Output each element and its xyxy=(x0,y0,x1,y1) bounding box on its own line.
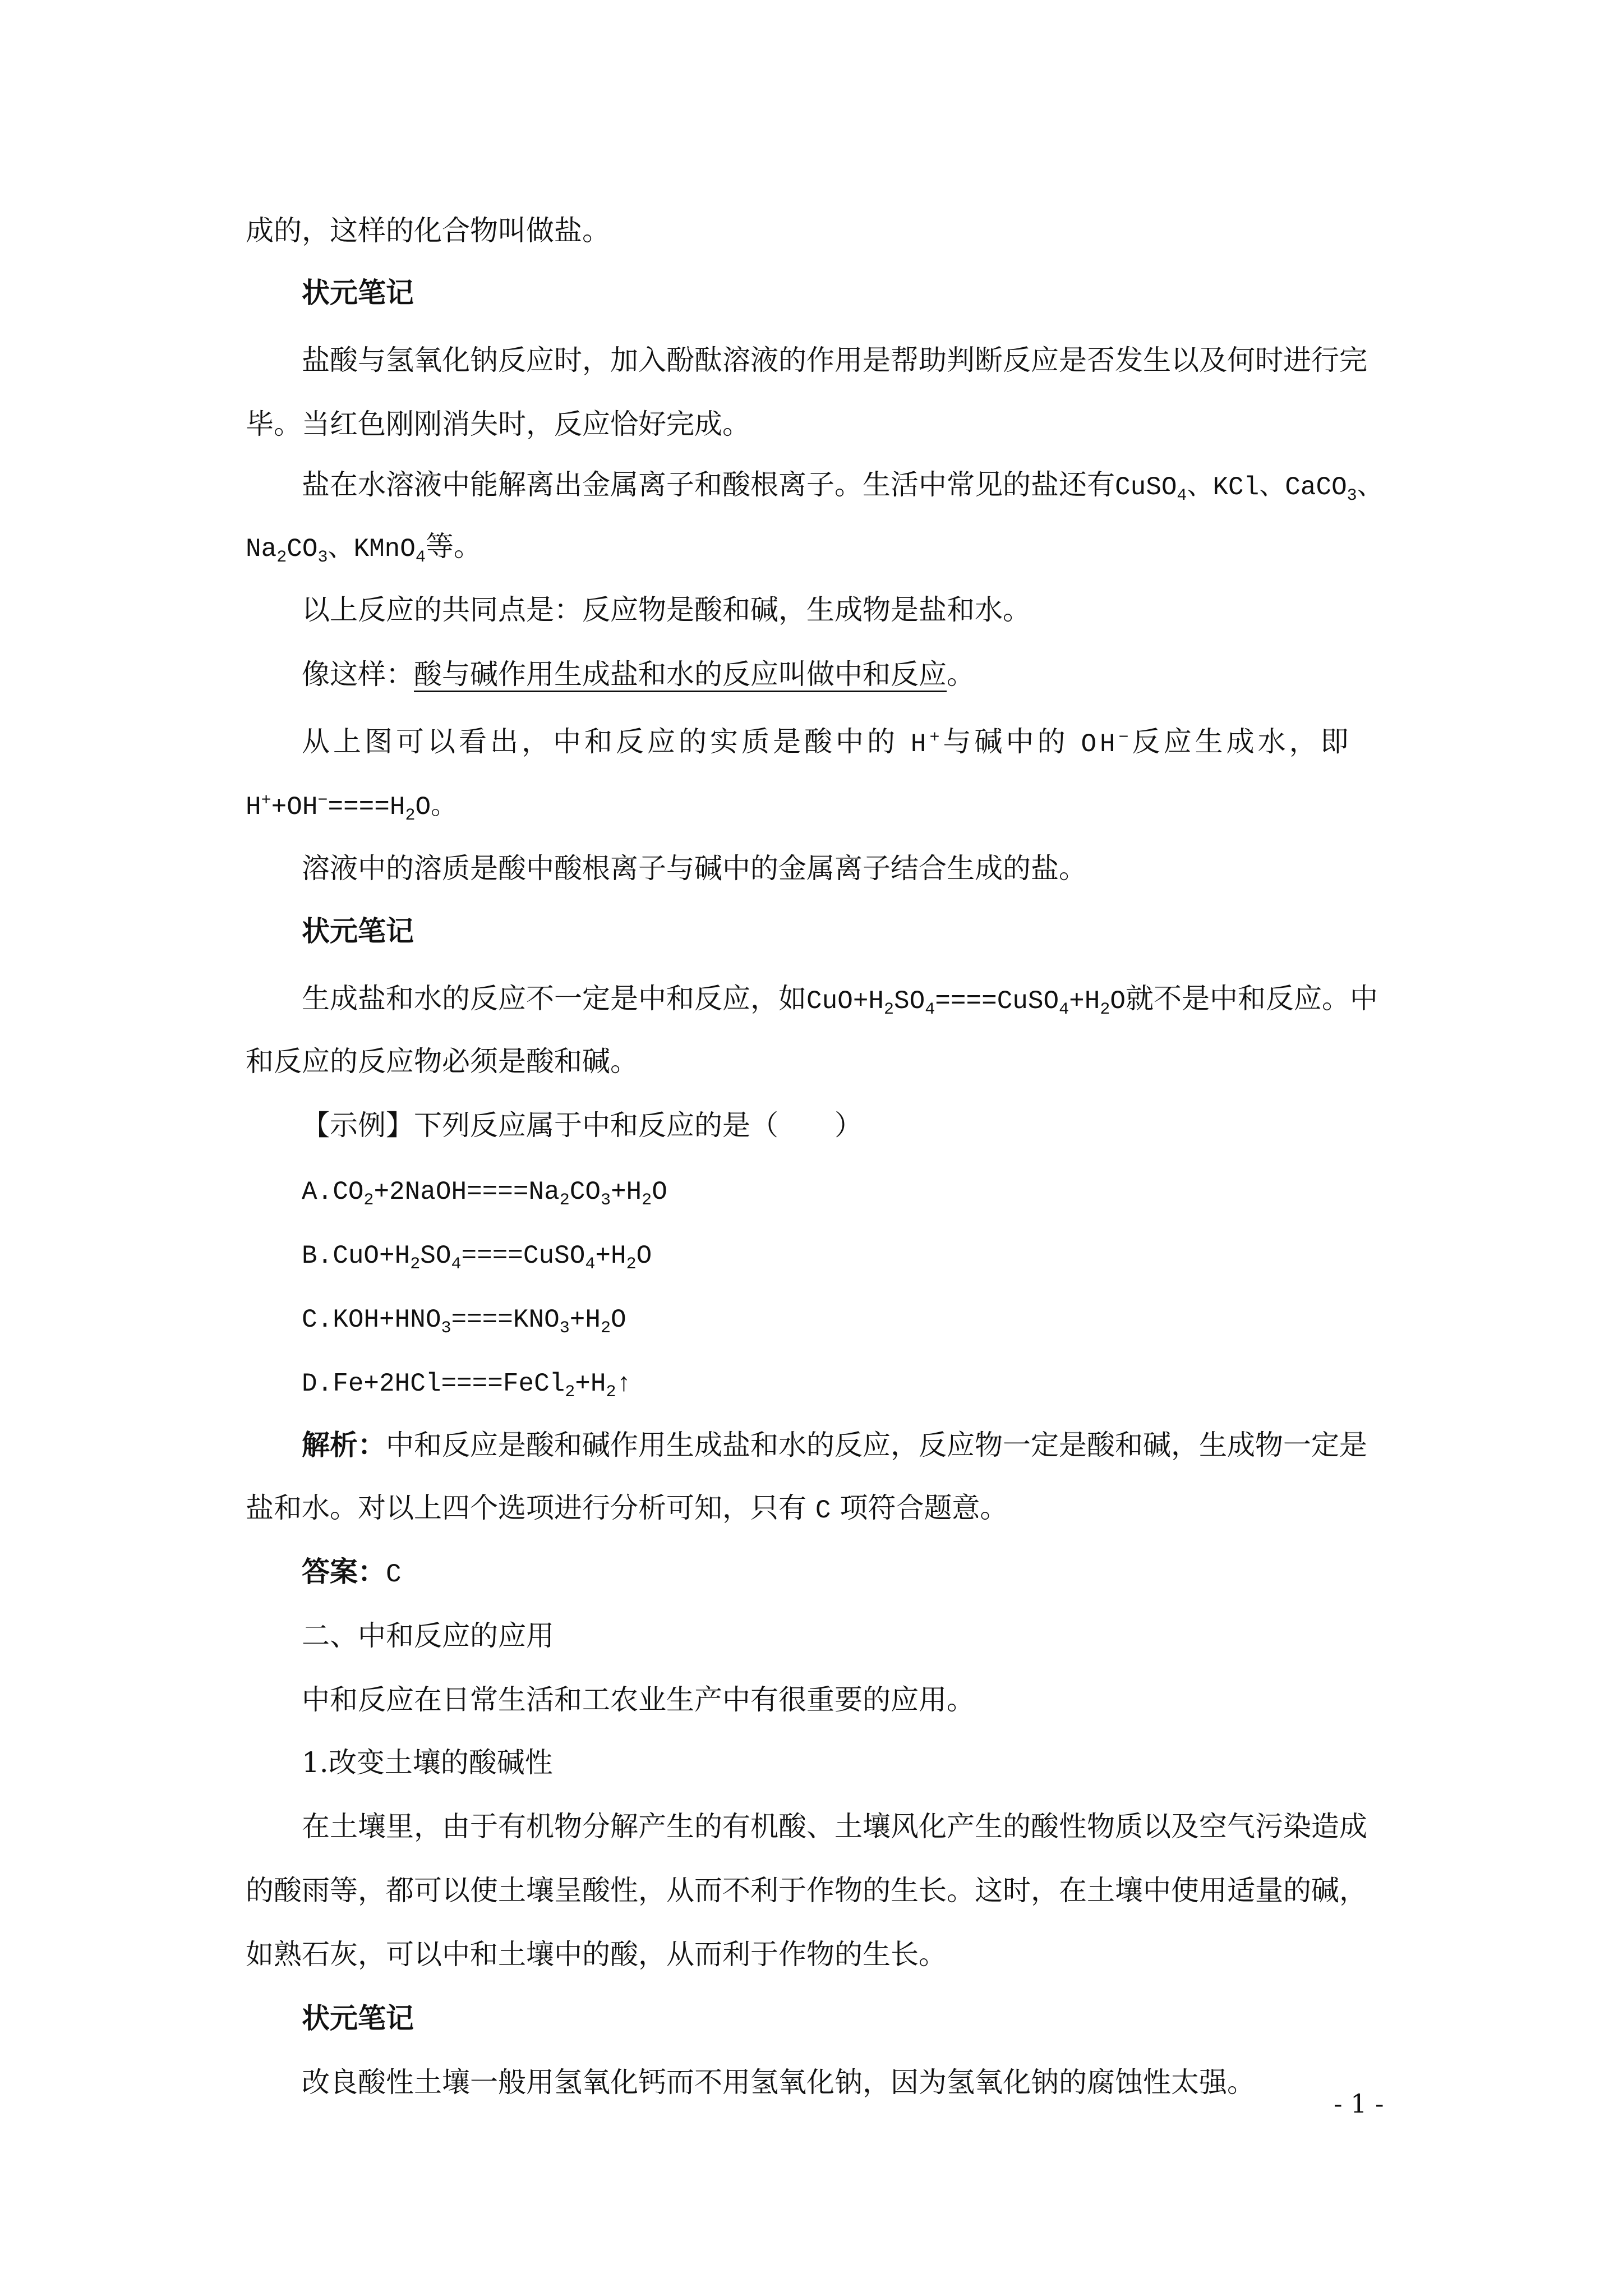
text-run: 生成盐和水的反应不一定是中和反应，如 xyxy=(302,982,806,1015)
example-question: 【示例】下列反应属于中和反应的是（ ） xyxy=(302,1109,863,1142)
answer-value: C xyxy=(386,1560,402,1589)
text-run: 与碱中的 xyxy=(943,725,1069,758)
option-a: $A.CO_2+2NaOH====Na_2CO_3+H_2O$ xyxy=(302,1177,667,1211)
formula: $Na_2CO_3$、KMnO$_4$ xyxy=(246,535,426,568)
text-run: 从上图可以看出，中和反应的实质是酸中的 xyxy=(302,725,898,758)
paragraph-line: 以上反应的共同点是：反应物是酸和碱，生成物是盐和水。 xyxy=(302,593,1031,626)
formula: H+ xyxy=(910,728,943,759)
paragraph-line: 的酸雨等，都可以使土壤呈酸性，从而不利于作物的生长。这时，在土壤中使用适量的碱， xyxy=(246,1874,1367,1907)
paragraph-line xyxy=(302,982,1401,1018)
paragraph-line: 成的，这样的化合物叫做盐。 xyxy=(246,214,610,247)
paragraph-line: 如熟石灰，可以中和土壤中的酸，从而利于作物的生长。 xyxy=(246,1938,947,1971)
note-heading: 状元笔记 xyxy=(302,276,414,309)
paragraph-line: 溶液中的溶质是酸中酸根离子与碱中的金属离子结合生成的盐。 xyxy=(302,852,1087,885)
page-number: - 1 - xyxy=(1334,2088,1384,2119)
text-run: 反应生成水，即 xyxy=(1132,725,1352,758)
section-heading: 二、中和反应的应用 xyxy=(302,1619,554,1652)
paragraph-line: 盐酸与氢氧化钠反应时，加入酚酞溶液的作用是帮助判断反应是否发生以及何时进行完 xyxy=(302,344,1367,376)
definition-line xyxy=(302,657,1401,691)
paragraph-line: 中和反应在日常生活和工农业生产中有很重要的应用。 xyxy=(302,1683,975,1716)
analysis-line xyxy=(302,1428,1401,1462)
subsection-heading: 1.改变土壤的酸碱性 xyxy=(302,1746,553,1779)
text-run: 就不是中和反应。中 xyxy=(1125,982,1378,1015)
formula: C xyxy=(815,1496,831,1525)
option-c: $C.KOH+HNO_3====KNO_3+H_2O$ xyxy=(302,1305,626,1338)
formula: CuSO$_4$、KCl、CaCO$_3$、 xyxy=(1115,473,1383,506)
option-b: $B.CuO+H_2SO_4====CuSO_4+H_2O$ xyxy=(302,1241,652,1274)
paragraph-line xyxy=(246,788,1401,824)
paragraph-line xyxy=(302,468,1401,504)
paragraph-line: 毕。当红色刚刚消失时，反应恰好完成。 xyxy=(246,408,750,440)
note-heading: 状元笔记 xyxy=(302,2001,414,2035)
formula: OH− xyxy=(1081,728,1132,759)
text-run: 盐和水。对以上四个选项进行分析可知，只有 xyxy=(246,1492,806,1524)
option-d: $D.Fe+2HCl====FeCl_2+H_2↑$ xyxy=(302,1369,632,1402)
answer-label: 答案： xyxy=(302,1555,386,1588)
text-run: 像这样： xyxy=(302,658,414,691)
paragraph-line: 在土壤里，由于有机物分解产生的有机酸、土壤风化产生的酸性物质以及空气污染造成 xyxy=(302,1810,1367,1843)
paragraph-line xyxy=(302,725,1401,761)
analysis-label: 解析： xyxy=(302,1428,386,1461)
note-heading: 状元笔记 xyxy=(302,914,414,947)
formula: $H^++OH^-====H_2O$。 xyxy=(246,791,457,826)
text-run: 项符合题意。 xyxy=(840,1492,1008,1524)
paragraph-line: 和反应的反应物必须是酸和碱。 xyxy=(246,1045,638,1078)
formula: $CuO+H_2SO_4====CuSO_4+H_2O$ xyxy=(806,987,1126,1020)
text-run: 等。 xyxy=(425,530,482,563)
answer-line xyxy=(302,1555,1401,1591)
paragraph-line: 改良酸性土壤一般用氢氧化钙而不用氢氧化钠，因为氢氧化钠的腐蚀性太强。 xyxy=(302,2066,1255,2099)
analysis-line xyxy=(246,1491,1401,1527)
text-run: 。 xyxy=(947,658,975,691)
text-run: 盐在水溶液中能解离出金属离子和酸根离子。生活中常见的盐还有 xyxy=(302,468,1115,501)
definition-underlined: 酸与碱作用生成盐和水的反应叫做中和反应 xyxy=(414,658,947,691)
text-run: 中和反应是酸和碱作用生成盐和水的反应，反应物一定是酸和碱，生成物一定是 xyxy=(386,1429,1367,1461)
paragraph-line xyxy=(246,530,1401,566)
